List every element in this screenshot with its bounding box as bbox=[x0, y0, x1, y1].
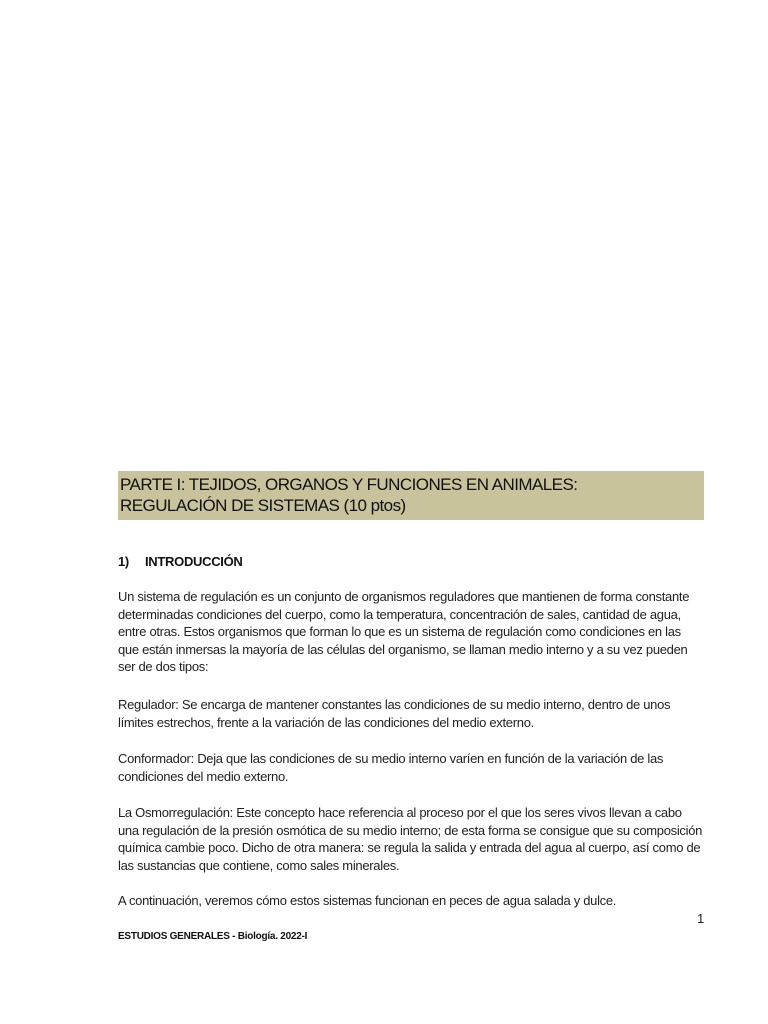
section-title-line-2: REGULACIÓN DE SISTEMAS (10 ptos) bbox=[120, 496, 406, 515]
paragraph-line: ser de dos tipos: bbox=[118, 659, 209, 675]
section-title-banner bbox=[118, 471, 704, 520]
paragraph-osmorregulacion bbox=[118, 804, 708, 874]
subsection-number: 1) bbox=[118, 554, 129, 569]
page-footer: ESTUDIOS GENERALES - Biología. 2022-I bbox=[118, 931, 308, 942]
paragraph-line: límites estrechos, frente a la variación de las condiciones del medio externo. bbox=[118, 714, 534, 730]
paragraph-line: las sustancias que contiene, como sales minerales. bbox=[118, 857, 400, 873]
paragraph-conformador bbox=[118, 750, 708, 785]
subsection-heading bbox=[118, 554, 243, 569]
paragraph-continuacion bbox=[118, 892, 708, 910]
paragraph-line: que están inmersas la mayoría de las células del organismo, se llaman medio interno y a su vez pueden bbox=[118, 641, 688, 657]
paragraph-line: determinadas condiciones del cuerpo, como la temperatura, concentración de sales, cantidad de agua, bbox=[118, 606, 681, 622]
paragraph-line: A continuación, veremos cómo estos sistemas funcionan en peces de agua salada y dulce. bbox=[118, 893, 617, 908]
paragraph-line: química cambie poco. Dicho de otra manera: se regula la salida y entrada del agua al cuerpo, así como de bbox=[118, 840, 701, 856]
paragraph-line: entre otras. Estos organismos que forman lo que es un sistema de regulación como condiciones en las bbox=[118, 624, 681, 640]
section-title-line-1: PARTE I: TEJIDOS, ORGANOS Y FUNCIONES EN ANIMALES: bbox=[120, 475, 578, 494]
subsection-title: INTRODUCCIÓN bbox=[145, 554, 243, 569]
paragraph-line: Regulador: Se encarga de mantener constantes las condiciones de su medio interno, dentro de unos bbox=[118, 697, 671, 712]
paragraph-line: La Osmorregulación: Este concepto hace referencia al proceso por el que los seres vivos llevan a cabo bbox=[118, 805, 682, 820]
paragraph-line: condiciones del medio externo. bbox=[118, 768, 289, 784]
page-number: 1 bbox=[697, 911, 705, 926]
paragraph-line: Conformador: Deja que las condiciones de su medio interno varíen en función de la variación de las bbox=[118, 751, 664, 766]
paragraph-line: una regulación de la presión osmótica de su medio interno; de esta forma se consigue que su composición bbox=[118, 822, 703, 838]
paragraph-regulador bbox=[118, 696, 708, 731]
paragraph-line: Un sistema de regulación es un conjunto de organismos reguladores que mantienen de forma constante bbox=[118, 589, 690, 604]
paragraph-intro bbox=[118, 588, 708, 676]
